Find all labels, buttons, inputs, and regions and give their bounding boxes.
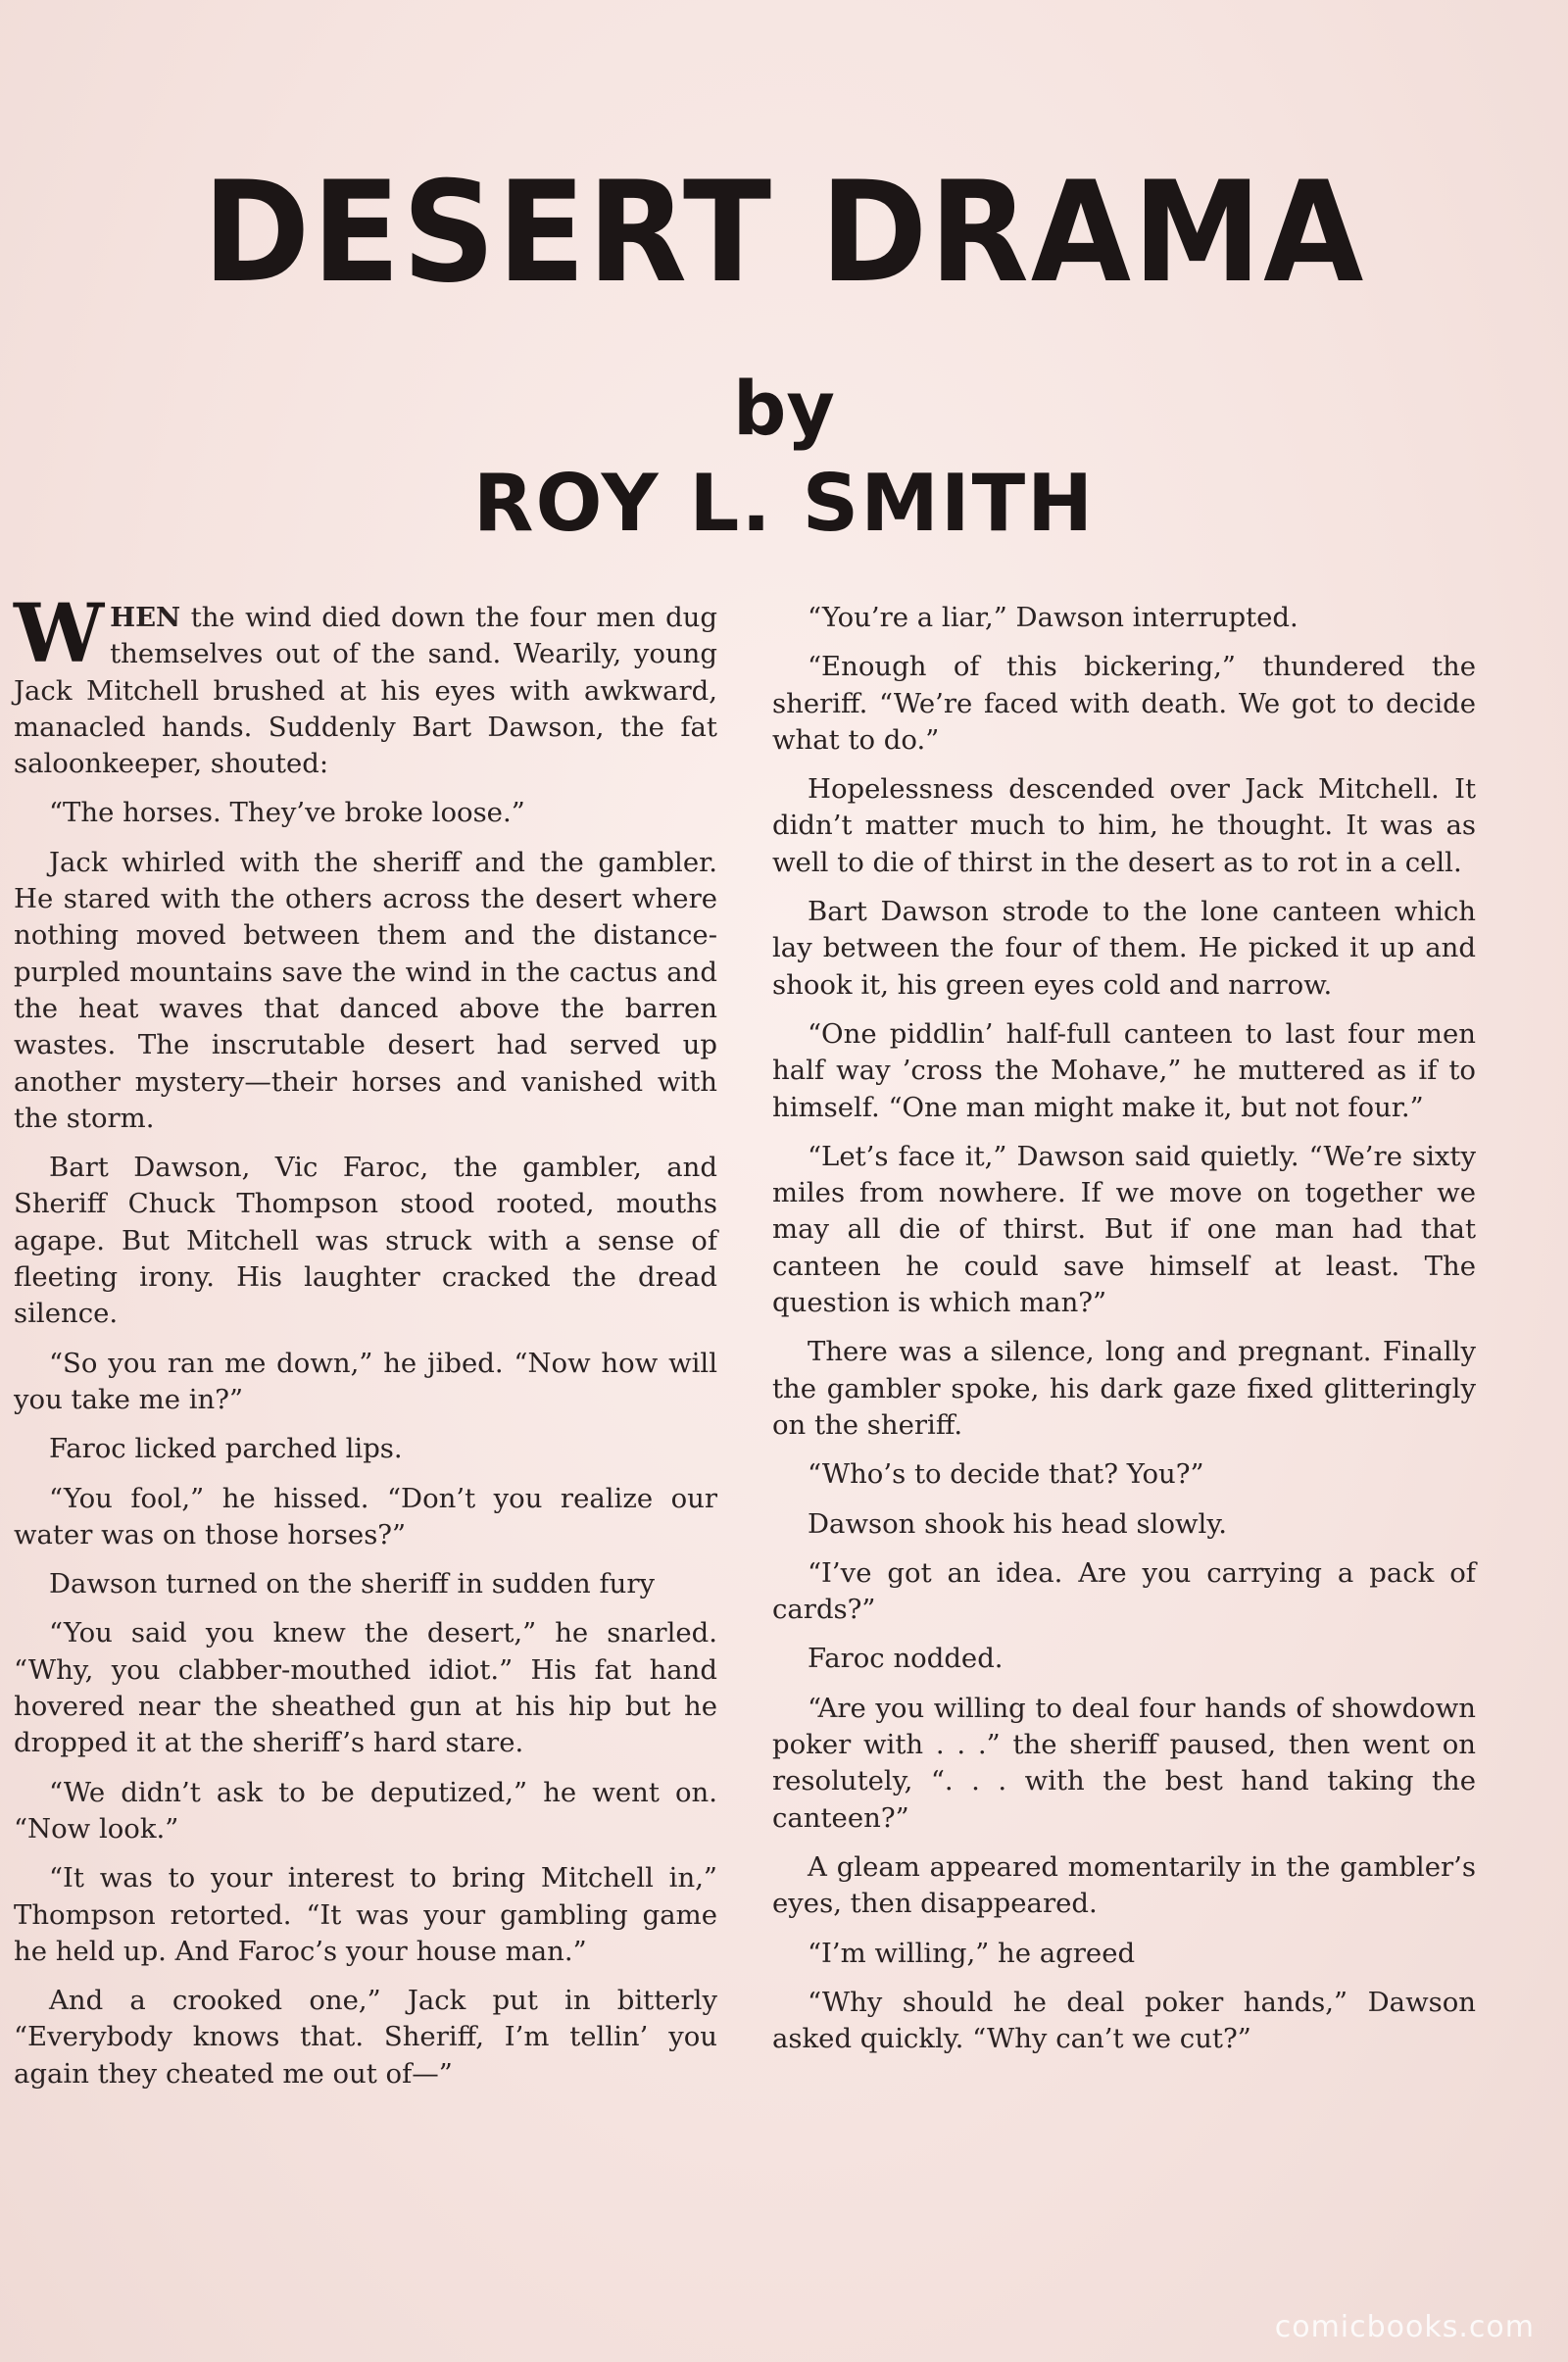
paragraph: “I’ve got an idea. Are you carrying a pack of cards?” xyxy=(772,1556,1476,1626)
paragraph: “Let’s face it,” Dawson said quietly. “We’re sixty miles from nowhere. If we move on together we may all die of thirst. But if one man had that canteen he could save himself at least. The question is which man?” xyxy=(772,1140,1476,1319)
paragraph: A gleam appeared momentarily in the gambler’s eyes, then disappeared. xyxy=(772,1850,1476,1920)
paragraph: “Who’s to decide that? You?” xyxy=(808,1458,1204,1491)
lead-word: HEN xyxy=(110,602,181,633)
paragraph: “Why should he deal poker hands,” Dawson asked quickly. “Why can’t we cut?” xyxy=(772,1986,1476,2055)
paragraph: Dawson shook his head slowly. xyxy=(808,1507,1227,1540)
paragraph: “It was to your interest to bring Mitchell in,” Thompson retorted. “It was your gambling game he held up. And Faroc’s your house man.” xyxy=(14,1862,717,1967)
paragraph: “The horses. They’ve broke loose.” xyxy=(49,797,525,829)
paragraph: Jack whirled with the sheriff and the gambler. He stared with the others across the desert where nothing moved between them and the distance-purpled mountains save the wind in the cactus and the heat waves that danced above the barren wastes. The inscrutable desert had served up another mystery—their horses and vanished with the storm. xyxy=(14,846,717,1134)
paragraph: Bart Dawson, Vic Faroc, the gambler, and Sheriff Chuck Thompson stood rooted, mouths agape. But Mitchell was struck with a sense of fleeting irony. His laughter cracked the dread silence. xyxy=(14,1152,717,1330)
paragraph: “Are you willing to deal four hands of showdown poker with . . .” the sheriff paused, then went on resolutely, “. . . with the best hand taking the canteen?” xyxy=(772,1692,1476,1834)
paragraph: And a crooked one,” Jack put in bitterly “Everybody knows that. Sheriff, I’m tellin’ you again they cheated me out of—” xyxy=(14,1985,717,2090)
paragraph: “I’m willing,” he agreed xyxy=(808,1937,1136,1969)
paragraph: Faroc nodded. xyxy=(808,1643,1004,1675)
paragraph: “You said you knew the desert,” he snarled. “Why, you clabber-mouthed idiot.” His fat hand hovered near the sheathed gun at his hip but he dropped it at the sheriff’s hard stare. xyxy=(14,1617,717,1759)
author-name: ROY L. SMITH xyxy=(472,458,1096,549)
opening-paragraph xyxy=(14,587,717,782)
paragraph: Faroc licked parched lips. xyxy=(49,1433,403,1465)
left-column xyxy=(14,587,717,2105)
drop-cap: W xyxy=(14,587,105,681)
paragraph: Hopelessness descended over Jack Mitchell. It didn’t matter much to him, he thought. It was as well to die of thirst in the desert as to rot in a cell. xyxy=(772,773,1476,878)
opening-text: the wind died down the four men dug themselves out of the sand. Wearily, young Jack Mitchell brushed at his eyes with awkward, manacled hands. Suddenly Bart Dawson, the fat saloonkeeper, shouted: xyxy=(14,602,717,780)
story-title: DESERT DRAMA xyxy=(202,152,1366,314)
paragraph: “We didn’t ask to be deputized,” he went on. “Now look.” xyxy=(14,1776,717,1845)
paragraph: There was a silence, long and pregnant. Finally the gambler spoke, his dark gaze fixed glitteringly on the sheriff. xyxy=(772,1336,1476,1441)
byline: by xyxy=(733,365,835,452)
paragraph: “One piddlin’ half-full canteen to last four men half way ’cross the Mohave,” he muttered as if to himself. “One man might make it, but not four.” xyxy=(772,1017,1476,1123)
paragraph: Dawson turned on the sheriff in sudden fury xyxy=(49,1568,656,1600)
paragraph: “You fool,” he hissed. “Don’t you realize our water was on those horses?” xyxy=(14,1482,717,1550)
paragraph: Bart Dawson strode to the lone canteen which lay between the four of them. He picked it up and shook it, his green eyes cold and narrow. xyxy=(772,896,1476,1001)
site-watermark: comicbooks.com xyxy=(1274,2310,1535,2344)
paragraph: “Enough of this bickering,” thundered the sheriff. “We’re faced with death. We got to decide what to do.” xyxy=(772,651,1476,756)
paragraph: “So you ran me down,” he jibed. “Now how will you take me in?” xyxy=(14,1347,717,1415)
right-column xyxy=(772,600,1476,2070)
paragraph: “You’re a liar,” Dawson interrupted. xyxy=(808,602,1298,633)
